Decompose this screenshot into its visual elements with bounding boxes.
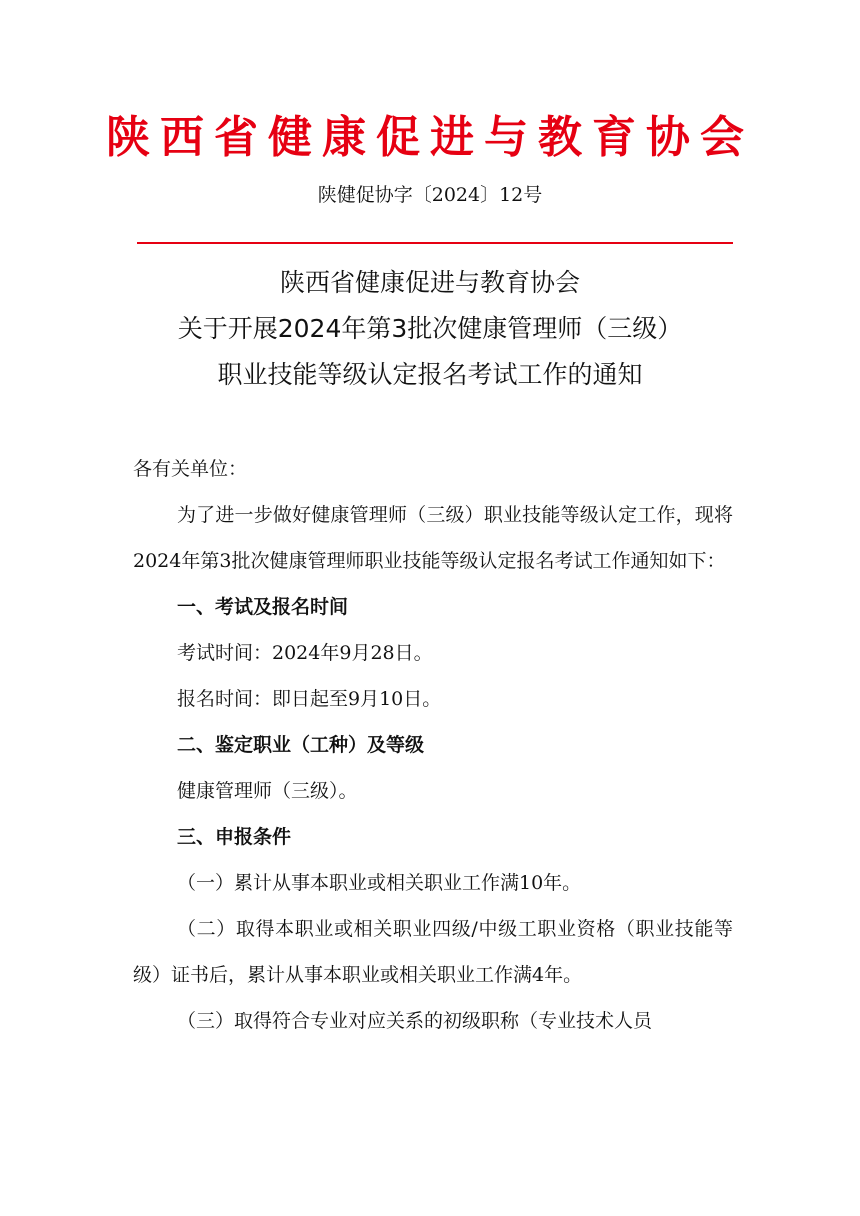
intro-paragraph: 为了进一步做好健康管理师（三级）职业技能等级认定工作，现将2024年第3批次健康管理师职业技能等级认定报名考试工作通知如下： bbox=[133, 504, 733, 572]
notice-title bbox=[0, 260, 860, 398]
exam-time: 考试时间：2024年9月28日。 bbox=[177, 642, 433, 664]
signup-time: 报名时间：即日起至9月10日。 bbox=[177, 688, 442, 710]
org-header: 陕西省健康促进与教育协会 bbox=[106, 112, 754, 163]
title-line-3: 职业技能等级认定报名考试工作的通知 bbox=[217, 360, 643, 389]
section-heading-1: 一、考试及报名时间 bbox=[177, 596, 349, 618]
salutation: 各有关单位： bbox=[133, 458, 248, 480]
condition-3: （三）取得符合专业对应关系的初级职称（专业技术人员 bbox=[177, 1010, 653, 1032]
section-heading-3: 三、申报条件 bbox=[177, 826, 292, 848]
occupation-level: 健康管理师（三级）。 bbox=[177, 780, 358, 802]
section-heading-2: 二、鉴定职业（工种）及等级 bbox=[177, 734, 425, 756]
condition-2: （二）取得本职业或相关职业四级/中级工职业资格（职业技能等级）证书后，累计从事本职业或相关职业工作满4年。 bbox=[133, 918, 733, 986]
red-divider bbox=[137, 242, 733, 244]
title-line-2: 关于开展2024年第3批次健康管理师（三级） bbox=[177, 314, 683, 343]
condition-1: （一）累计从事本职业或相关职业工作满10年。 bbox=[177, 872, 582, 894]
doc-number: 陕健促协字〔2024〕12号 bbox=[317, 184, 543, 206]
title-line-1: 陕西省健康促进与教育协会 bbox=[279, 268, 580, 297]
notice-body bbox=[133, 446, 733, 1044]
